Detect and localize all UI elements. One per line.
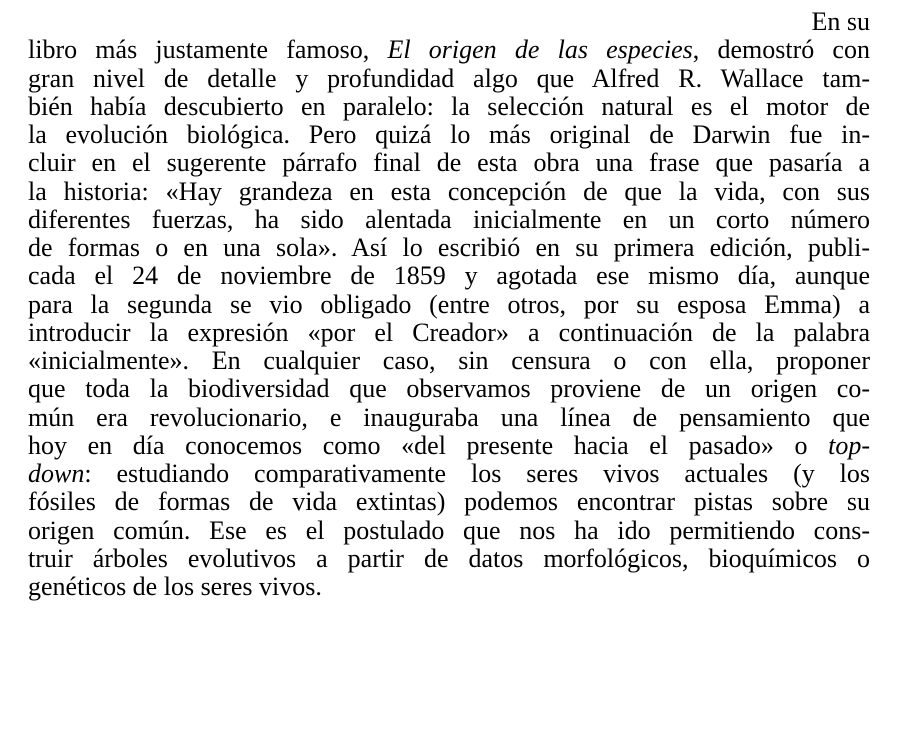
italic-text-segment: El origen de las especies [387, 35, 693, 65]
text-segment: la evolución biológica. Pero quizá lo más original de Darwin fue in- [28, 120, 870, 149]
paragraph-line [28, 460, 870, 488]
paragraph-line [28, 291, 870, 319]
body-paragraph [28, 8, 870, 601]
paragraph-line [28, 375, 870, 403]
paragraph-line [28, 65, 870, 93]
text-segment: truir árboles evolutivos a partir de datos morfológicos, bioquímicos o [28, 543, 870, 573]
paragraph-line [28, 234, 870, 262]
text-segment: origen común. Ese es el postulado que nos ha ido permitiendo cons- [28, 515, 870, 545]
text-segment: «inicialmente». En cualquier caso, sin censura o con ella, proponer [28, 346, 870, 375]
text-segment: libro más justamente famoso, [28, 35, 388, 65]
italic-text-segment: top- [828, 430, 870, 460]
paragraph-line [28, 347, 870, 375]
text-segment: En su [811, 7, 870, 36]
paragraph-line [28, 488, 870, 516]
text-segment: : estudiando comparativamente los seres vivos actuales (y los [84, 459, 870, 488]
text-segment: gran nivel de detalle y profundidad algo que Alfred R. Wallace tam- [28, 63, 870, 93]
text-segment: genéticos de los seres vivos. [28, 572, 322, 601]
paragraph-line [28, 93, 870, 121]
text-segment: bién había descubierto en paralelo: la selección natural es el motor de [28, 91, 870, 121]
text-segment: diferentes fuerzas, ha sido alentada inicialmente en un corto número [28, 204, 870, 234]
text-segment: para la segunda se vio obligado (entre otros, por su esposa Emma) a [28, 289, 870, 319]
text-segment: fósiles de formas de vida extintas) podemos encontrar pistas sobre su [28, 487, 870, 517]
text-segment: mún era revolucionario, e inauguraba una línea de pensamiento que [28, 402, 870, 432]
paragraph-line [28, 178, 870, 206]
document-page [28, 8, 870, 601]
paragraph-line [28, 545, 870, 573]
text-segment: cada el 24 de noviembre de 1859 y agotada ese mismo día, aunque [28, 261, 870, 291]
text-segment: , demostró con [692, 35, 870, 65]
paragraph-line [28, 149, 870, 177]
text-segment: hoy en día conocemos como «del presente hacia el pasado» o [28, 430, 829, 460]
paragraph-line [28, 206, 870, 234]
paragraph-first-line [28, 8, 870, 36]
italic-text-segment: down [28, 459, 85, 488]
paragraph-line [28, 432, 870, 460]
text-segment: la historia: «Hay grandeza en esta concepción de que la vida, con sus [28, 176, 870, 206]
paragraph-last-line [28, 573, 870, 601]
paragraph-line [28, 319, 870, 347]
paragraph-line [28, 262, 870, 290]
paragraph-line [28, 404, 870, 432]
text-segment: de formas o en una sola». Así lo escribió en su primera edición, publi- [28, 233, 870, 262]
paragraph-line [28, 121, 870, 149]
text-segment: introducir la expresión «por el Creador» a continuación de la palabra [28, 317, 870, 347]
text-segment: cluir en el sugerente párrafo final de esta obra una frase que pasaría a [28, 148, 870, 178]
text-segment: que toda la biodiversidad que observamos proviene de un origen co- [28, 374, 870, 404]
paragraph-line [28, 517, 870, 545]
paragraph-line [28, 36, 870, 64]
